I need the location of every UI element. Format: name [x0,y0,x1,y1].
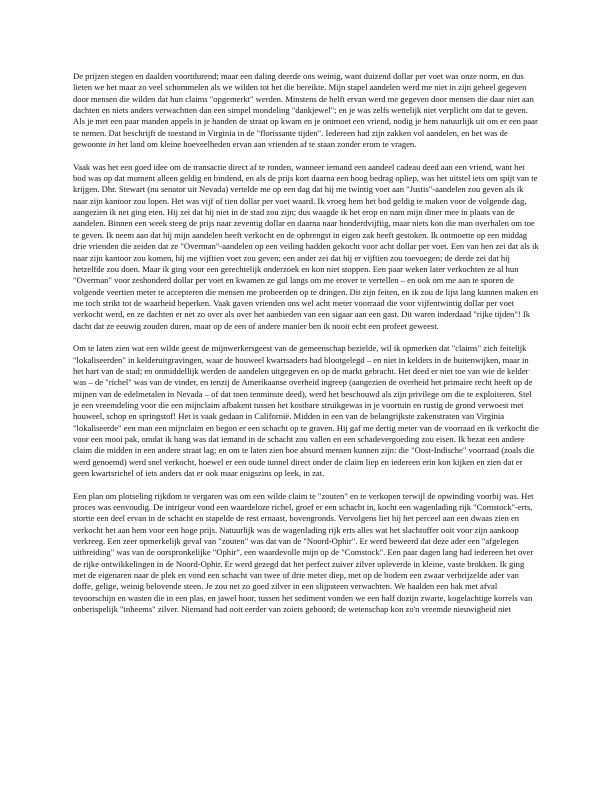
paragraph [73,343,539,479]
text-run: het land om kleine hoeveelheden ervan aan vrienden af te staan zonder erom te vragen. [115,139,417,150]
text-run: Vaak was het een goed idee om de transactie direct af te ronden, wanneer iemand een aandeel cadeau deed aan een vriend, want het bod was op dat moment alleen geldig en bindend, en als de prijs kort daarna een hoog bedrag opliep, was het uitstel iets om spijt van te krijgen. Dhr. Stewart (nu senator uit Nevada) vertelde me op een dag dat hij me twintig voet aan "Justis"-aandelen zou geven als ik naar zijn kantoor zou lopen. Het was vijf of tien dollar per voet waard. Ik vroeg hem het bod geldig te maken voor de volgende dag, aangezien ik net ging eten. Hij zei dat hij niet in de stad zou zijn; dus waagde ik het erop en nam mijn diner mee in plaats van de aandelen. Binnen een week steeg de prijs naar zeventig dollar en daarna naar honderdvijftig, maar niets kon die man overhalen om toe te geven. Ik neem aan dat hij mijn aandelen heeft verkocht en de opbrengst in eigen zak heeft gestoken. Ik ontmoette op een middag drie vrienden die zeiden dat ze "Overman"-aandelen op een veiling hadden gekocht voor acht dollar per voet. Een van hen zei dat als ik naar zijn kantoor zou komen, hij me vijftien voet zou geven; een ander zei dat hij er vijftien zou toevoegen; de derde zei dat hij hetzelfde zou doen. Maar ik ging voor een gerechtelijk onderzoek en kon niet stoppen. Een paar weken later verkochten ze al hun "Overman" voor zeshonderd dollar per voet en kwamen ze gul langs om me erover te vertellen – en ook om me aan te sporen de volgende veertien meter te accepteren die mensen me probeerden op te dringen. Dit zijn feiten, en ik zou de lijst lang kunnen maken en me toch strikt tot de waarheid beperken. Vaak gaven vrienden ons wel acht meter voorraad die voor vijfentwintig dollar per voet verkocht werd, en ze dachten er net zo over als over het aanbieden van een sigaar aan een gast. Dit waren inderdaad "rijke tijden"! Ik dacht dat ze eeuwig zouden duren, maar op de een of andere manier ben ik nooit echt een profeet geweest. [73,161,539,331]
text-run: Een plan om plotseling rijkdom te vergaren was om een wilde claim te "zouten" en te verkopen terwijl de opwinding voorbij was. Het proces was eenvoudig. De intrigeur vond een waardeloze richel, groef er een schacht in, kocht een wagenlading rijk "Comstock"-erts, stortte een deel ervan in de schacht en stapelde de rest ernaast, bovengronds. Vervolgens liet hij het perceel aan een dwaas zien en verkocht het aan hem voor een hoge prijs. Natuurlijk was de wagenlading rijk erts alles wat het slachtoffer ooit voor zijn aankoop verkreeg. Een zeer opmerkelijk geval van "zouten" was dat van de "Noord-Ophir". Er werd beweerd dat deze ader een "afgelegen uitbreiding" was van de oorspronkelijke "Ophir", een waardevolle mijn op de "Comstock". Een paar dagen lang had iedereen het over de rijke ontwikkelingen in de Noord-Ophir. Er werd gezegd dat het perfect zuiver zilver opleverde in kleine, vaste brokken. Ik ging met de eigenaren naar de plek en vond een schacht van twee of drie meter diep, met op de bodem een zwaar verbrijzelde ader van doffe, gelige, weinig belovende steen. Je zou net zo goed zilver in een slijpsteen verwachten. We haalden een bak met afval tevoorschijn en wasten die in een plas, en jawel hoor, tussen het sediment vonden we een half dozijn zwarte, kogelachtige korrels van onberispelijk "inheems" zilver. Niemand had ooit eerder van zoiets gehoord; de wetenschap kon zo'n vreemde nieuwigheid niet [73,490,534,615]
italic-text-run: in [108,139,116,150]
paragraph [73,71,539,150]
paragraph [73,491,539,616]
body-text [73,71,539,627]
text-run: De prijzen stegen en daalden voortdurend; maar een daling deerde ons weinig, want duizend dollar per voet was onze norm, en dus lieten we het maar zo veel schommelen als we wilden tot het die bereikte. Mijn stapel aandelen werd me niet in zijn geheel gegeven door mensen die wilden dat hun claims "opgemerkt" werden. Minstens de helft ervan werd me gegeven door mensen die daar niet aan dachten en niets anders verwachtten dan een simpel mondeling "dankjewel"; en je was zelfs wettelijk niet verplicht om dat te geven. Als je met een paar manden appels in je handen de straat op kwam en je ontmoet een vriend, nodig je hem natuurlijk uit om er een paar te nemen. Dat beschrijft de toestand in Virginia in de "florissante tijden". Iedereen had zijn zakken vol aandelen, en het was de gewoonte [73,71,538,150]
text-run: Om te laten zien wat een wilde geest de mijnwerkersgeest van de gemeenschap bezielde, wil ik opmerken dat "claims" zich feitelijk "lokaliseerden" in kelderuitgravingen, waar de houweel kwartsaders had blootgelegd – en niet in kelders in de buitenwijken, maar in het hart van de stad; en onmiddellijk werden de aandelen uitgegeven en op de markt gebracht. Het deed er niet toe van wie de kelder was – de "richel" was van de vinder, en tenzij de Amerikaanse overheid ingreep (aangezien de overheid het primaire recht heeft op de mijnen van de edelmetalen in Nevada – of dat toen tenminste deed), werd het beschouwd als zijn privilege om die te exploiteren. Stel je een vreemdeling voor die een mijnclaim afbakent tussen het kostbare struikgewas in je voortuin en rustig de grond verwoest met houweel, schop en springstof! Het is vaak gedaan in Californië. Midden in een van de belangrijkste zakenstraten van Virginia "lokaliseerde" een man een mijnclaim en begon er een schacht op te graven. Hij gaf me dertig meter van de voorraad en ik verkocht die voor een mooi pak, omdat ik bang was dat iemand in de schacht zou vallen en een schadevergoeding zou eisen. Ik bezat een andere claim die midden in een andere straat lag; en om te laten zien hoe absurd mensen kunnen zijn: die "Oost-Indische" voorraad (zoals die werd genoemd) werd snel verkocht, hoewel er een oude tunnel direct onder de claim liep en iedereen erin kon kijken en zien dat er geen kwartsrichel of iets anders dat er ook maar enigszins op leek, in zat. [73,343,539,479]
paragraph [73,162,539,332]
